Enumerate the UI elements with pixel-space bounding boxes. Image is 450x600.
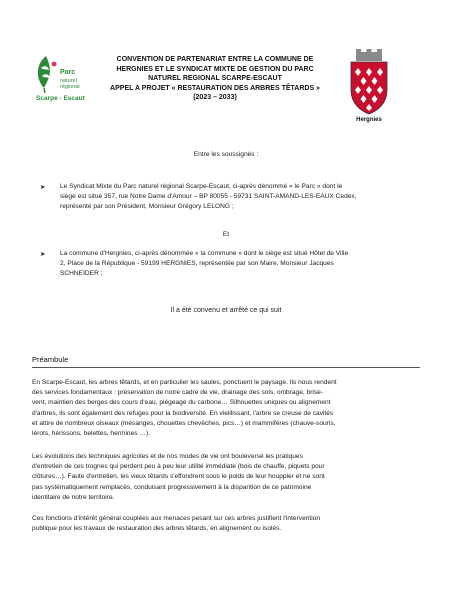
title-line: (2023 – 2033) xyxy=(193,94,237,101)
paragraph-line: En Scarpe-Escaut, les arbres têtards, et en particulier les saules, ponctuent le paysage. Ils nous rendent xyxy=(32,379,337,386)
et-connector: Et xyxy=(222,231,230,238)
paragraph-line: clôtures…). Faute d'entretien, les vieux têtards s'effondrent sous le poids de leur houppier et ne sont xyxy=(32,473,325,481)
logo-scarpe-escaut-text: Scarpe - Escaut xyxy=(36,95,85,102)
party-line: SCHNEIDER ; xyxy=(60,270,103,278)
paragraph-line: publique pour les travaux de restauration des arbres têtards, en alignement ou isolés. xyxy=(32,525,282,533)
paragraph-line: Les évolutions des techniques agricoles et de nos modes de vie ont bouleversé les pratiques xyxy=(32,453,303,460)
preambule-heading: Préambule xyxy=(32,355,69,364)
preambule-paragraph-2 xyxy=(32,452,420,503)
logo-parc-text: Parc xyxy=(60,69,76,76)
arrow-bullet-icon: ➤ xyxy=(40,251,46,258)
leaf-bird-icon xyxy=(32,54,60,94)
paragraph-line: et attire de nombreux oiseaux (mésanges, chouettes chevêches, pics…) et mammifères (chauve-souris, xyxy=(32,419,336,427)
preambule-paragraph-3 xyxy=(32,514,420,534)
coat-of-arms-icon xyxy=(346,48,392,116)
soussignes-heading: Entre les soussignés : xyxy=(193,151,259,158)
hergnies-crest xyxy=(346,48,392,116)
title-line: APPEL A PROJET « RESTAURATION DES ARBRES TÊTARDS » xyxy=(110,84,320,92)
party-commune xyxy=(60,249,420,280)
document-title xyxy=(100,55,330,103)
paragraph-line: vent, maintien des berges des cours d'eau, piégeage du carbone… Silhouettes uniques ou alignement xyxy=(32,399,331,407)
party-line: représenté par son Président, Monsieur Grégory LELONG ; xyxy=(60,203,234,211)
parc-logo xyxy=(32,54,92,110)
paragraph-line: des services fondamentaux : préservation de notre cadre de vie, drainage des sols, ombrage, brise- xyxy=(32,389,324,397)
title-line: HERGNIES ET LE SYNDICAT MIXTE DE GESTION DU PARC xyxy=(116,65,314,73)
title-line: NATUREL REGIONAL SCARPE-ESCAUT xyxy=(148,75,282,82)
logo-naturel-text: naturel xyxy=(60,78,77,84)
preambule-paragraph-1 xyxy=(32,378,420,439)
party-line: 2, Place de la République - 59199 HERGNIES, représentée par son Maire, Monsieur Jacques xyxy=(60,260,334,268)
party-parc xyxy=(60,182,420,213)
paragraph-line: Ces fonctions d'intérêt général couplées aux menaces pesant sur ces arbres justifient l'intervention xyxy=(32,515,321,522)
logo-regional-text: régional xyxy=(60,84,80,90)
paragraph-line: lérots, hérissons, belettes, hermines …). xyxy=(32,430,151,438)
party-line: Le Syndicat Mixte du Parc naturel régional Scarpe-Escaut, ci-après dénommé « le Parc » dont le xyxy=(60,183,343,190)
paragraph-line: d'entretien de ces trognes qui perdent peu à peu leur utilité immédiate (bois de chauffe, piquets pour xyxy=(32,463,325,471)
party-line: siège est situé 357, rue Notre Dame d'Amour – BP 80055 - 59731 SAINT-AMAND-LES-EAUX Cedex, xyxy=(60,193,357,201)
arrow-bullet-icon: ➤ xyxy=(40,184,46,191)
crest-label: Hergnies xyxy=(356,117,382,123)
paragraph-line: pas systématiquement remplacés, conduisant progressivement à la disparition de ce patrimoine xyxy=(32,483,312,491)
party-line: La commune d'Hergnies, ci-après dénommée « la commune » dont le siège est situé Hôtel de Ville xyxy=(60,250,349,257)
title-line: CONVENTION DE PARTENARIAT ENTRE LA COMMUNE DE xyxy=(116,56,314,63)
heading-divider xyxy=(32,367,420,368)
paragraph-line: identitaire de notre territoire. xyxy=(32,493,115,501)
paragraph-line: d'arbres, ils sont également des refuges pour la biodiversité. En vieillissant, l'arbre se creuse de cavités xyxy=(32,409,334,417)
convenu-statement: Il a été convenu et arrêté ce qui suit xyxy=(170,307,282,314)
